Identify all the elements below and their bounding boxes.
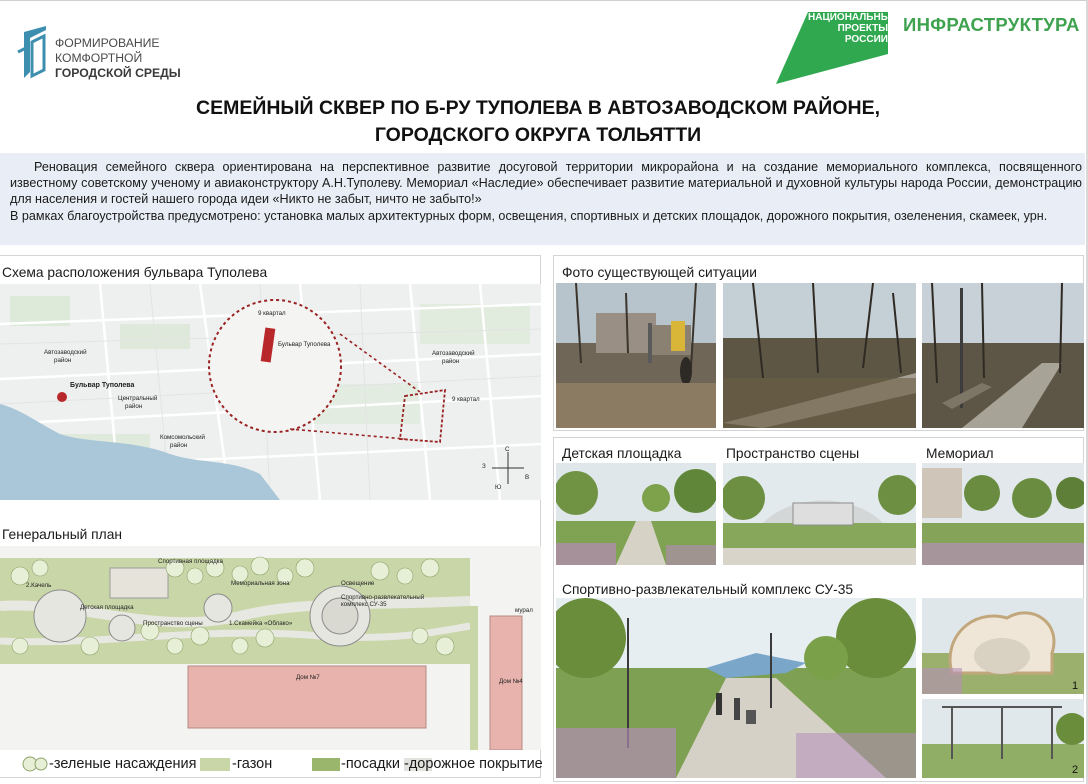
description-paragraph-1: Реновация семейного сквера ориентирована на перспективное развитие досуговой территории микрорайона и на создание мемориального комплекса, посвященного известному советскому ученому и авиаконструктору А.Н.Туполеву. Мемориал «Наследие» обеспечивает развитие материальной и духовной культуры народа России, демонстрацию для населения и гостей нашего города идеи «Никто не забыт, ничто не забыто!» (10, 160, 1082, 207)
logo-text (55, 36, 181, 81)
category-label: ИНФРАСТРУКТУРА (903, 14, 1080, 35)
logo-line-3: ГОРОДСКОЙ СРЕДЫ (55, 66, 181, 80)
existing-photo-1 (556, 283, 716, 428)
plan-label-light: Освещение (341, 580, 375, 587)
page-title (60, 95, 1016, 149)
complex-render (556, 598, 916, 778)
legend-plantings: -посадки (341, 756, 400, 772)
legend-road: -дорожное покрытие (404, 756, 543, 772)
map-label-boulevard: Бульвар Туполева (70, 382, 135, 389)
compass-east: В (525, 474, 530, 481)
existing-photo-2 (723, 283, 916, 428)
legend-green: -зеленые насаждения (49, 756, 197, 772)
map-label-komsomol: Комсомольский (160, 434, 206, 441)
photos-heading: Фото существующей ситуации (562, 265, 757, 280)
plan-label-stage: Пространство сцены (143, 620, 203, 627)
lawn-swatch (200, 758, 230, 771)
complex-heading: Спортивно-развлекательный комплекс СУ-35 (562, 582, 854, 597)
map-label-avtozavod: Автозаводский (44, 349, 87, 356)
map-label-avtozavod-2: Автозаводский (432, 350, 475, 357)
compass-south: Ю (495, 484, 502, 491)
map-heading: Схема расположения бульвара Туполева (2, 265, 268, 280)
plantings-swatch (312, 758, 340, 771)
render-number-2: 2 (1072, 764, 1079, 776)
map-label-rayon-2: район (442, 358, 460, 365)
national-projects-text (808, 12, 898, 45)
bench-render-2 (922, 699, 1084, 778)
existing-photo-3 (922, 283, 1084, 428)
compass-west: З (482, 463, 486, 470)
plan-label-building: Дом №7 (296, 674, 320, 681)
logo-line-2: КОМФОРТНОЙ (55, 51, 143, 65)
kids-render (556, 463, 716, 565)
map-label-central: Центральный (118, 395, 158, 402)
map-label-boulevard-zoom: Бульвар Туполева (278, 341, 331, 348)
map-label-central-rayon: район (125, 403, 143, 410)
description-paragraph-2: В рамках благоустройства предусмотрено: установка малых архитектурных форм, освещения, спортивных и детских площадок, дорожного покрытия, озеленения, скамеек, урн. (10, 208, 1048, 223)
stage-render (723, 463, 916, 565)
plan-label-building2: Дом №4 (499, 678, 523, 685)
bench-render-1 (922, 598, 1084, 694)
memorial-heading: Мемориал (926, 446, 994, 461)
logo-line-1: ФОРМИРОВАНИЕ (55, 36, 160, 50)
green-plantings-swatch-icon (22, 754, 48, 774)
map-label-kvartal-top: 9 квартал (258, 310, 286, 317)
plan-label-complex-2: комплекс СУ-35 (341, 601, 387, 608)
plan-label-complex-1: Спортивно-развлекательный (341, 594, 425, 601)
memorial-render (922, 463, 1084, 565)
render-number-1: 1 (1072, 680, 1079, 692)
plan-label-kids: Детская площадка (80, 604, 134, 611)
title-line-1: СЕМЕЙНЫЙ СКВЕР ПО Б-РУ ТУПОЛЕВА В АВТОЗАВОДСКОМ РАЙОНЕ, (196, 97, 880, 119)
map-label-kvartal-right: 9 квартал (452, 396, 480, 403)
plan-label-bench: 1.Скамейка «Облако» (229, 620, 293, 627)
compass-north: С (505, 446, 510, 453)
kids-heading: Детская площадка (562, 446, 682, 461)
map-label-rayon: район (54, 357, 72, 364)
np-line-2: ПРОЕКТЫ (837, 23, 888, 34)
top-border (0, 0, 1088, 1)
plan-heading: Генеральный план (2, 527, 122, 542)
title-line-2: ГОРОДСКОГО ОКРУГА ТОЛЬЯТТИ (374, 124, 702, 146)
plan-label-sport: Спортивная площадка (158, 558, 223, 565)
description-text (10, 159, 1082, 224)
general-plan (0, 546, 541, 750)
comfort-city-logo-icon (16, 22, 52, 82)
plan-label-swing: 2.Качель (26, 582, 52, 589)
stage-heading: Пространство сцены (726, 446, 860, 461)
legend-lawn: -газон (232, 756, 273, 772)
plan-label-mural: мурал (515, 607, 533, 614)
np-line-3: РОССИИ (844, 34, 888, 45)
plan-label-memorial: Мемориальная зона (231, 580, 290, 587)
np-line-1: НАЦИОНАЛЬНЫЕ (808, 12, 898, 23)
map-label-komsomol-rayon: район (170, 442, 188, 449)
